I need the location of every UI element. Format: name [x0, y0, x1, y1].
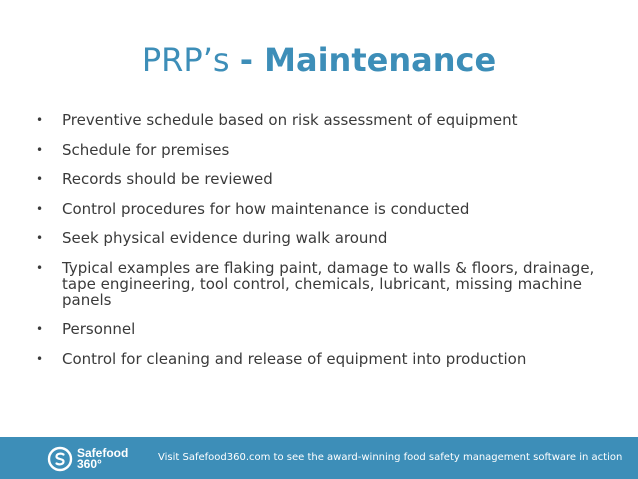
bullet-text: Typical examples are flaking paint, damage to walls & floors, drainage, tape engineering, tool control, chemicals, lubricant, missing machine panels — [62, 258, 595, 309]
bullet-dot: • — [36, 322, 44, 336]
bullet-dot: • — [36, 260, 44, 275]
safefood-logo[interactable] — [47, 445, 128, 473]
logo-line-1: Safefood — [77, 446, 129, 460]
bullet-item — [36, 230, 606, 246]
bullet-item — [36, 260, 606, 308]
bullet-dot: • — [36, 142, 44, 157]
safefood-logo-icon — [47, 446, 73, 472]
footer-bar — [0, 437, 638, 479]
slide-title — [0, 38, 638, 82]
bullet-text: Seek physical evidence during walk around — [62, 229, 388, 247]
bullet-text: Personnel — [62, 320, 136, 338]
bullet-text: Schedule for premises — [62, 140, 230, 159]
bullet-dot: • — [36, 231, 44, 245]
bullet-text: Records should be reviewed — [62, 170, 273, 188]
bullet-item — [36, 321, 606, 337]
bullet-dot: • — [36, 113, 44, 127]
bullet-dot: • — [36, 172, 44, 186]
bullet-item — [36, 112, 606, 128]
slide-title-prefix: PRP’s — [141, 41, 230, 79]
logo-line-2: 360° — [77, 457, 102, 471]
footer-promo-link[interactable]: Visit Safefood360.com to see the award-winning food safety management software in action — [158, 452, 623, 463]
bullet-dot: • — [36, 351, 44, 366]
slide-title-main: - Maintenance — [239, 41, 497, 79]
bullet-text: Control procedures for how maintenance is conducted — [62, 199, 470, 218]
bullet-list — [36, 112, 606, 380]
bullet-item — [36, 351, 606, 367]
bullet-item — [36, 201, 606, 217]
logo-text — [77, 448, 128, 470]
bullet-item — [36, 171, 606, 187]
bullet-text: Preventive schedule based on risk assessment of equipment — [62, 111, 518, 129]
bullet-dot: • — [36, 201, 44, 216]
bullet-text: Control for cleaning and release of equipment into production — [62, 349, 527, 368]
bullet-item — [36, 142, 606, 158]
